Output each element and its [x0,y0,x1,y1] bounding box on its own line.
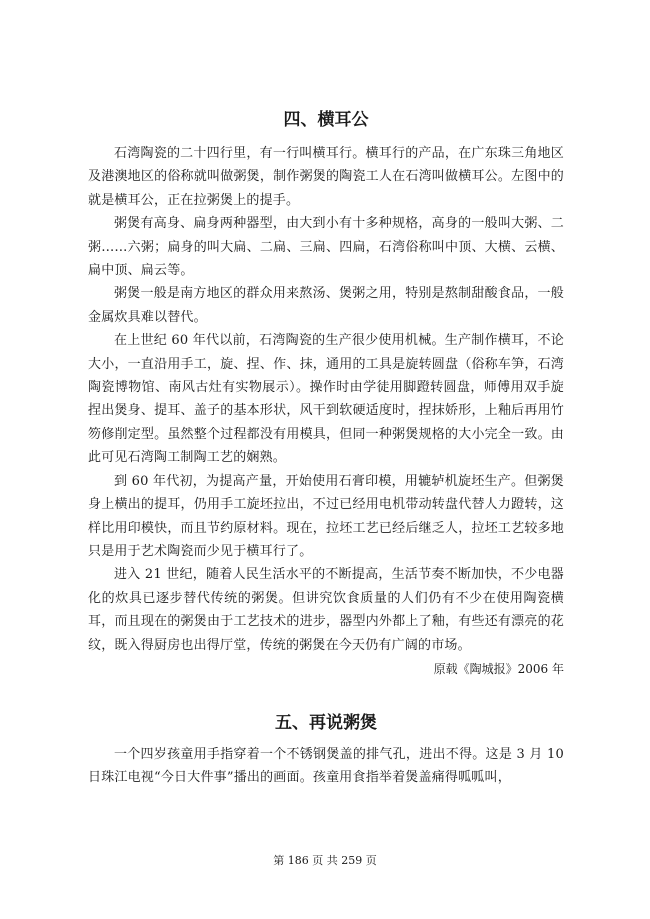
source-note: 原载《陶城报》2006 年 [433,661,564,676]
paragraph: 石湾陶瓷的二十四行里，有一行叫横耳行。横耳行的产品，在广东珠三角地区及港澳地区的俗称就叫做粥煲，制作粥煲的陶瓷工人在石湾叫做横耳公。左图中的就是横耳公，正在拉粥煲上的提手。 [88,146,564,208]
paragraph: 到 60 年代初，为提高产量，开始使用石膏印模，用辘轳机旋坯生产。但粥煲身上横出的提耳，仍用手工旋坯拉出，不过已经用电机带动转盘代替人力蹬转，这样比用印模快，而且节约原材料。现在，拉坯工艺已经后继乏人，拉坯工艺较多地只是用于艺术陶瓷而少见于横耳行了。 [88,473,564,559]
section-title-zai-shuo-zhou-bao: 五、再说粥煲 [275,712,377,733]
paragraph: 粥煲一般是南方地区的群众用来熬汤、煲粥之用，特别是熬制甜酸食品，一般金属炊具难以替代。 [88,286,564,325]
page-footer: 第 186 页 共 259 页 [273,854,377,867]
paragraph: 进入 21 世纪，随着人民生活水平的不断提高，生活节奏不断加快，不少电器化的炊具已逐步替代传统的粥煲。但讲究饮食质量的人们仍有不少在使用陶瓷横耳，而且现在的粥煲由于工艺技术的进步，器型内外都上了釉，有些还有漂亮的花纹，既入得厨房也出得厅堂，传统的粥煲在今天仍有广阔的市场。 [88,567,564,653]
page-content [88,108,564,790]
section-title-heng-er-gong: 四、横耳公 [283,110,369,130]
paragraph: 粥煲有高身、扁身两种器型，由大到小有十多种规格，高身的一般叫大粥、二粥……六粥；扁身的叫大扁、二扁、三扁、四扁，石湾俗称叫中顶、大横、云横、扁中顶、扁云等。 [88,216,564,279]
paragraph: 在上世纪 60 年代以前，石湾陶瓷的生产很少使用机械。生产制作横耳，不论大小，一直沿用手工，旋、捏、作、抹，通用的工具是旋转圆盘（俗称车笋，石湾陶瓷博物馆、南风古灶有实物展示）。操作时由学徒用脚蹬转圆盘，师傅用双手旋捏出煲身、提耳、盖子的基本形状，风干到软硬适度时，捏抹娇形，上釉后再用竹笏修削定型。虽然整个过程都没有用模具，但同一种粥煲规格的大小完全一致。由此可见石湾陶工制陶工艺的娴熟。 [88,333,564,466]
paragraph: 一个四岁孩童用手指穿着一个不锈钢煲盖的排气孔，进出不得。这是 3 月 10 日珠江电视“今日大件事”播出的画面。孩童用食指举着煲盖痛得呱呱叫， [88,746,564,786]
